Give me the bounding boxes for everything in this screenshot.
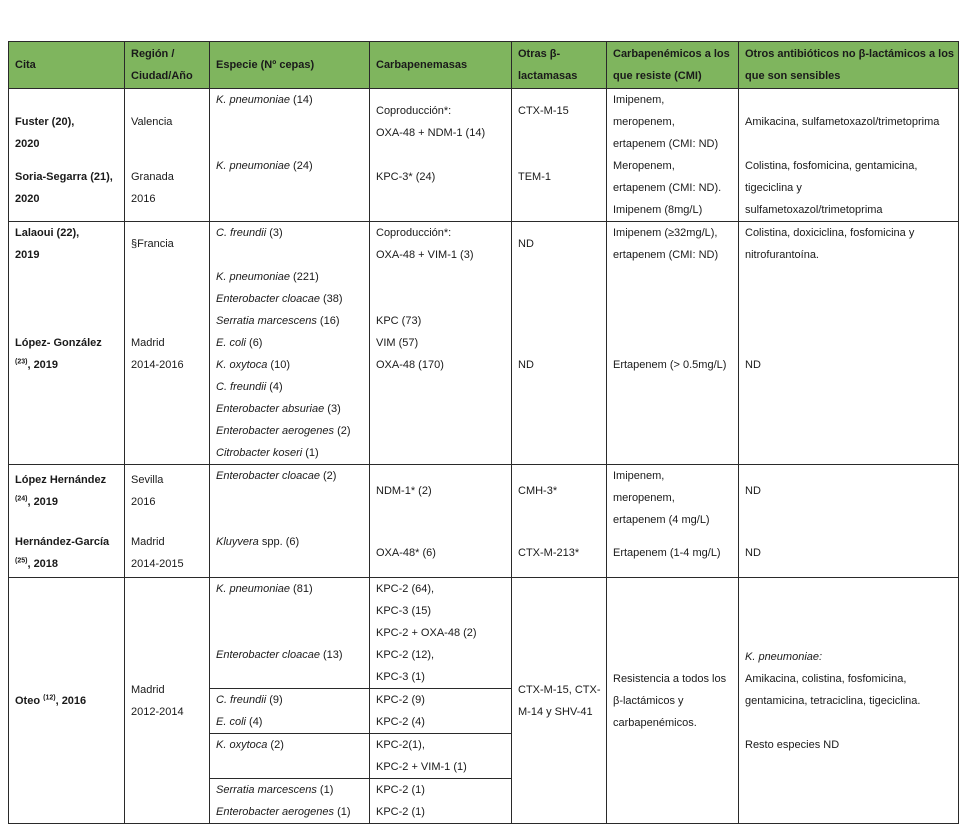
region-cell: Madrid 2014-2015: [125, 531, 210, 578]
header-otras-lactamasas: Otras β- lactamasas: [512, 42, 607, 89]
cmi-cell: Imipenem, meropenem, ertapenem (CMI: ND): [607, 89, 739, 156]
otras-cell: ND: [512, 266, 607, 465]
especie-cell: K. pneumoniae (81) Enterobacter cloacae (13): [210, 578, 370, 689]
table-row: [9, 155, 959, 222]
table-row: [9, 578, 959, 689]
especie-cell: K. oxytoca (2): [210, 734, 370, 779]
especie-cell: Kluyvera spp. (6): [210, 531, 370, 578]
table-row: [9, 266, 959, 465]
carbapenemasas-cell: Coproducción*: OXA-48 + NDM-1 (14): [370, 89, 512, 156]
carbapenemasas-cell: KPC (73) VIM (57) OXA-48 (170): [370, 266, 512, 465]
header-region: Región / Ciudad/Año: [125, 42, 210, 89]
cmi-cell: Imipenem (≥32mg/L), ertapenem (CMI: ND): [607, 222, 739, 267]
header-cmi: Carbapenémicos a los que resiste (CMI): [607, 42, 739, 89]
otras-cell: CTX-M-213*: [512, 531, 607, 578]
otras-cell: CMH-3*: [512, 465, 607, 532]
table-row: [9, 89, 959, 156]
especie-cell: K. pneumoniae (221) Enterobacter cloacae (38) Serratia marcescens (16) E. coli (6) K. oxytoca (10) C. freundii (4) Enterobacter absuriae (3) Enterobacter aerogenes (2) Citrobacter koseri (1): [210, 266, 370, 465]
carbapenemasas-cell: OXA-48* (6): [370, 531, 512, 578]
carbapenemasas-cell: Coproducción*: OXA-48 + VIM-1 (3): [370, 222, 512, 267]
carbapenemasas-cell: KPC-3* (24): [370, 155, 512, 222]
especie-cell: C. freundii (3): [210, 222, 370, 267]
header-carbapenemasas: Carbapenemasas: [370, 42, 512, 89]
cita-cell: Fuster (20), 2020: [9, 89, 125, 156]
cita-cell: Lalaoui (22), 2019: [9, 222, 125, 267]
carbapenemasas-cell: NDM-1* (2): [370, 465, 512, 532]
region-cell: Sevilla 2016: [125, 465, 210, 532]
region-cell: §Francia: [125, 222, 210, 267]
otros-cell: ND: [739, 531, 959, 578]
otras-cell: TEM-1: [512, 155, 607, 222]
region-cell: Valencia: [125, 89, 210, 156]
header-row: [9, 42, 959, 89]
otros-cell: Colistina, fosfomicina, gentamicina, tigeciclina y sulfametoxazol/trimetoprima: [739, 155, 959, 222]
cmi-cell: Imipenem, meropenem, ertapenem (4 mg/L): [607, 465, 739, 532]
otras-cell: CTX-M-15: [512, 89, 607, 156]
region-cell: Granada 2016: [125, 155, 210, 222]
header-cita: Cita: [9, 42, 125, 89]
cmi-cell: Ertapenem (1-4 mg/L): [607, 531, 739, 578]
region-cell: Madrid 2012-2014: [125, 578, 210, 824]
cita-cell: López- González $^{(23)}$, 2019: [9, 266, 125, 465]
region-cell: Madrid 2014-2016: [125, 266, 210, 465]
cita-cell: Oteo $^{(12)}$, 2016: [9, 578, 125, 824]
cmi-cell: Meropenem, ertapenem (CMI: ND). Imipenem (8mg/L): [607, 155, 739, 222]
carbapenemasas-cell: KPC-2 (64), KPC-3 (15) KPC-2 + OXA-48 (2) KPC-2 (12), KPC-3 (1): [370, 578, 512, 689]
carbapenemase-table: [8, 41, 959, 824]
carbapenemasas-cell: KPC-2 (1) KPC-2 (1): [370, 779, 512, 824]
header-especie: Especie (Nº cepas): [210, 42, 370, 89]
otros-cell: Colistina, doxiciclina, fosfomicina y nitrofurantoína.: [739, 222, 959, 267]
otras-cell: CTX-M-15, CTX- M-14 y SHV-41: [512, 578, 607, 824]
carbapenemasas-cell: KPC-2 (9) KPC-2 (4): [370, 689, 512, 734]
cita-cell: López Hernández $^{(24)}$, 2019: [9, 465, 125, 532]
especie-cell: K. pneumoniae (24): [210, 155, 370, 222]
especie-cell: C. freundii (9) E. coli (4): [210, 689, 370, 734]
especie-cell: Serratia marcescens (1) Enterobacter aerogenes (1): [210, 779, 370, 824]
cita-cell: Soria-Segarra (21), 2020: [9, 155, 125, 222]
cita-cell: Hernández-García $^{(25)}$, 2018: [9, 531, 125, 578]
otros-cell: ND: [739, 465, 959, 532]
cmi-cell: Ertapenem (> 0.5mg/L): [607, 266, 739, 465]
otras-cell: ND: [512, 222, 607, 267]
carbapenemasas-cell: KPC-2(1), KPC-2 + VIM-1 (1): [370, 734, 512, 779]
otros-cell: ND: [739, 266, 959, 465]
cmi-cell: Resistencia a todos los β-lactámicos y carbapenémicos.: [607, 578, 739, 824]
header-otros-antibioticos: Otros antibióticos no β-lactámicos a los que son sensibles: [739, 42, 959, 89]
otros-cell: K. pneumoniae: Amikacina, colistina, fosfomicina, gentamicina, tetraciclina, tigeciclina. Resto especies ND: [739, 578, 959, 824]
especie-cell: Enterobacter cloacae (2): [210, 465, 370, 532]
especie-cell: K. pneumoniae (14): [210, 89, 370, 156]
otros-cell: Amikacina, sulfametoxazol/trimetoprima: [739, 89, 959, 156]
table-row: [9, 465, 959, 532]
table-row: [9, 531, 959, 578]
table-row: [9, 222, 959, 267]
